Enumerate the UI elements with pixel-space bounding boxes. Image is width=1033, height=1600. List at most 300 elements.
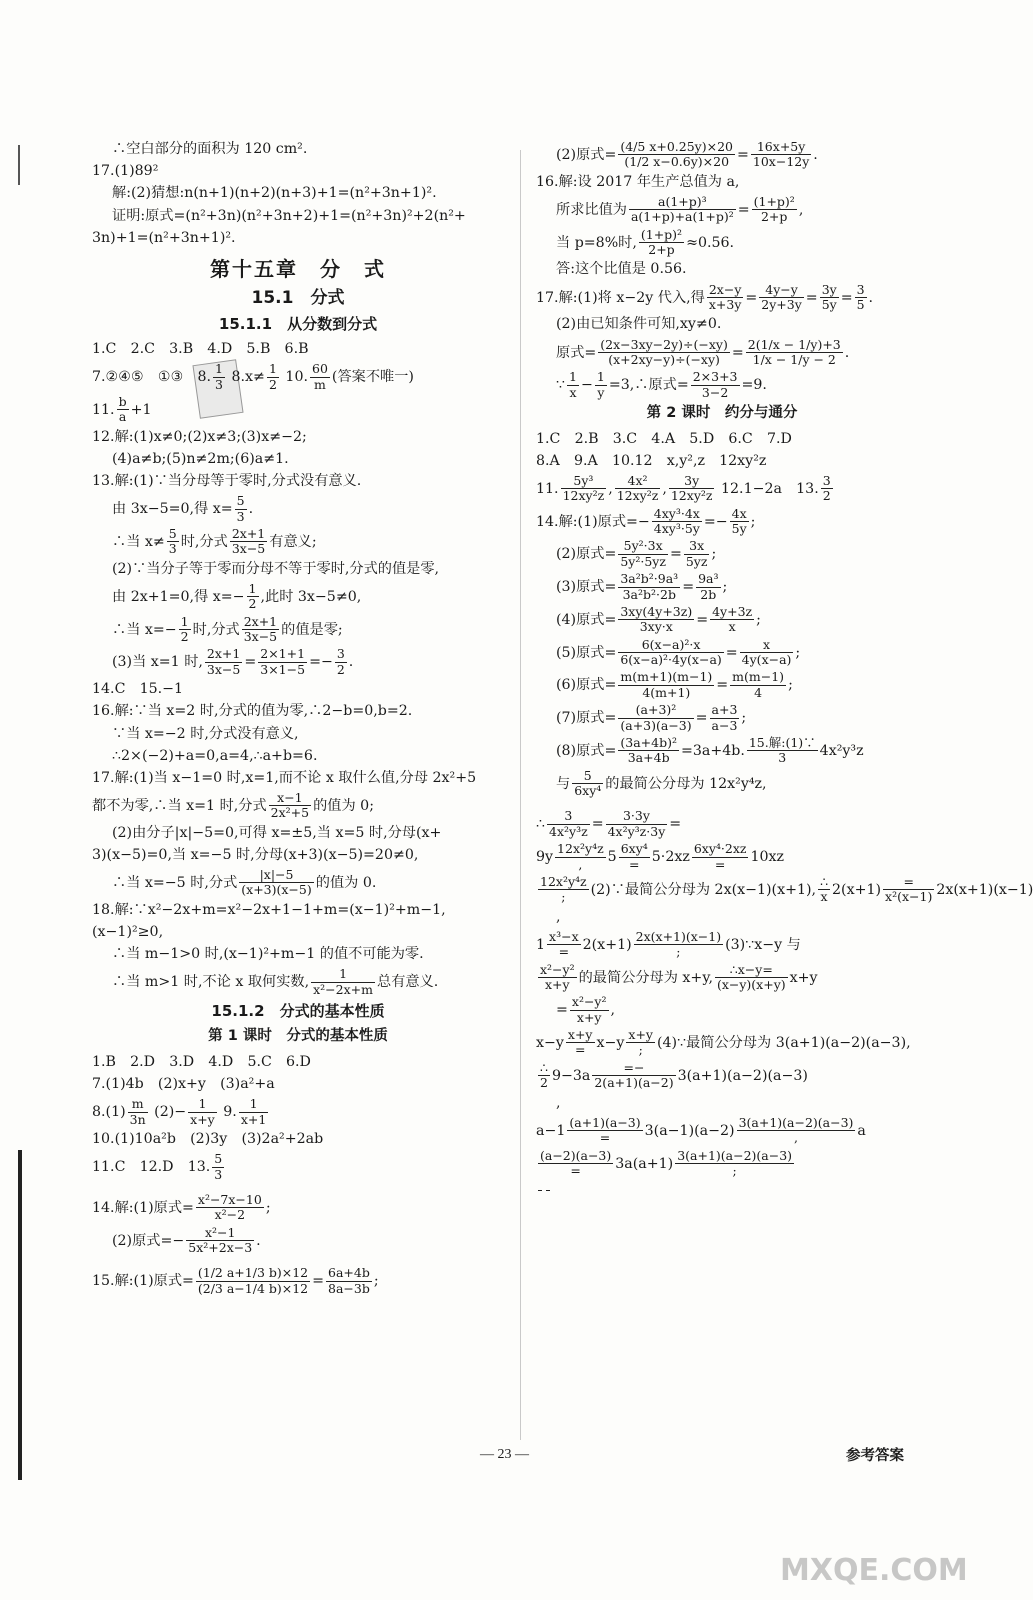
- text: (6)原式=: [556, 677, 617, 694]
- denominator: 2: [822, 488, 831, 504]
- text-line: [536, 930, 908, 960]
- right-column: [536, 139, 1033, 1203]
- fraction: [820, 283, 839, 313]
- text: (4)原式=: [556, 611, 617, 628]
- fraction: [188, 1097, 217, 1127]
- text: .: [248, 501, 254, 518]
- denominator: ,: [578, 856, 583, 872]
- denominator: 5y: [731, 521, 747, 537]
- scan-edge-mark: [18, 145, 20, 185]
- numerator: 1: [248, 580, 257, 596]
- numerator: 5: [572, 769, 603, 784]
- text-line: ∵当 x=−2 时,分式没有意义,: [112, 725, 299, 742]
- text: (2)−: [154, 1104, 187, 1121]
- fraction: [213, 362, 225, 392]
- numerator: 5: [214, 1151, 223, 1167]
- numerator: 9a³: [698, 571, 719, 587]
- text-line: [536, 1116, 908, 1146]
- fraction: [235, 494, 247, 524]
- text-line: [92, 1193, 504, 1223]
- denominator: x²(x−1): [885, 889, 933, 905]
- denominator: ;: [638, 1042, 643, 1058]
- text-line: [536, 507, 908, 537]
- denominator: 1/x − 1/y − 2: [752, 351, 836, 367]
- text: =: [591, 816, 604, 833]
- text-line: 17.(1)89²: [92, 163, 159, 180]
- text: =: [682, 579, 695, 596]
- numerator: (1+p)²: [640, 226, 683, 242]
- text: 9−3a: [551, 1067, 591, 1084]
- text: 7.②④⑤ ①③ 8.: [92, 369, 212, 386]
- text: 10.: [285, 369, 308, 386]
- text-line: 14.C 15.−1: [92, 681, 184, 698]
- text: .: [844, 344, 850, 361]
- denominator: (x+3)(x−5): [241, 882, 312, 898]
- text: 11.: [536, 480, 559, 497]
- numerator: 4x: [731, 505, 747, 521]
- fraction: [538, 1061, 550, 1091]
- text-line: 3)(x−5)=0,当 x=−5 时,分母(x+3)(x−5)=20≠0,: [92, 846, 419, 863]
- numerator: 3y: [821, 281, 837, 297]
- text-line: [536, 283, 908, 313]
- text: 的值为 0;: [313, 797, 374, 814]
- scan-edge-mark: [18, 1150, 22, 1480]
- denominator: 12xy²z: [616, 488, 659, 504]
- denominator: 2: [268, 376, 277, 392]
- text: 总有意义.: [377, 974, 439, 991]
- denominator: =: [599, 1130, 611, 1146]
- numerator: 5: [168, 525, 177, 541]
- fraction: [634, 930, 723, 960]
- numerator: 3y: [669, 474, 715, 489]
- denominator: 3: [778, 750, 787, 766]
- fraction: [555, 842, 606, 872]
- fraction: [205, 647, 242, 677]
- text: 12.1−2a 13.: [721, 480, 819, 497]
- fraction: [855, 283, 867, 313]
- text: =3a+4b.: [680, 742, 745, 759]
- denominator: 5yz: [685, 553, 708, 569]
- page-number: — 23 —: [480, 1447, 529, 1462]
- denominator: 6(x−a)²·4y(x−a): [620, 652, 722, 668]
- numerator: x³−x: [549, 928, 579, 944]
- text: a−1: [536, 1122, 566, 1139]
- denominator: (x−y)(x+y): [716, 976, 786, 992]
- text: 3(a−1)(a−2): [644, 1122, 735, 1139]
- fraction: [818, 875, 830, 905]
- text: ;: [265, 1199, 271, 1216]
- numerator: [538, 1190, 542, 1191]
- text: 9y: [536, 849, 554, 866]
- text: 3a(a+1): [615, 1155, 674, 1172]
- numerator: 16x+5y: [751, 140, 811, 155]
- denominator: 2: [540, 1075, 548, 1091]
- numerator: (1/2 a+1/3 b)×12: [197, 1265, 309, 1281]
- fraction: [626, 1028, 655, 1058]
- numerator: |x|−5: [239, 868, 313, 883]
- text-line: [92, 967, 504, 997]
- text: (4)∵最简公分母为 3(a+1)(a−2)(a−3),: [657, 1034, 911, 1051]
- fraction: [538, 963, 577, 993]
- text: ,: [610, 1002, 616, 1019]
- text: =: [731, 344, 744, 361]
- text: ;: [711, 546, 717, 563]
- text: 14.解:(1)原式=−: [536, 513, 650, 530]
- text: ;: [373, 1273, 379, 1290]
- fraction: [179, 615, 191, 645]
- text-line: 16.解:∵当 x=2 时,分式的值为零,∴2−b=0,b=2.: [92, 703, 413, 720]
- text-line: [92, 1266, 504, 1296]
- denominator: =: [558, 944, 570, 960]
- denominator: =: [570, 1162, 581, 1178]
- denominator: a(1+p)+a(1+p)²: [630, 209, 734, 225]
- text: =3,∴原式=: [608, 377, 689, 394]
- denominator: 2+p: [760, 209, 788, 225]
- denominator: (1/2 x−0.6y)×20: [624, 154, 730, 170]
- fraction: [639, 228, 684, 258]
- text: +1: [130, 401, 152, 418]
- text-line: [536, 809, 908, 839]
- numerator: x−1: [269, 791, 311, 806]
- fraction: [759, 283, 804, 313]
- text: .: [813, 146, 818, 163]
- text: 2(x+1): [582, 936, 632, 953]
- text-line: [536, 1149, 908, 1179]
- text-line: (2)∵当分子等于零而分母不等于零时,分式的值是零,: [112, 560, 440, 577]
- denominator: 3: [215, 376, 223, 392]
- text-line: [92, 1226, 504, 1256]
- text-line: [536, 703, 908, 733]
- fraction: [547, 930, 581, 960]
- fraction: [566, 1028, 595, 1058]
- denominator: x²−2x+m: [313, 981, 373, 997]
- numerator: 5: [236, 493, 245, 509]
- fraction: [196, 1266, 310, 1296]
- left-column: [92, 140, 504, 1299]
- text-line: 证明:原式=(n²+3n)(n²+3n+2)+1=(n²+3n)²+2(n²+: [112, 207, 466, 224]
- fraction: [326, 1266, 372, 1296]
- fraction: [538, 1190, 542, 1191]
- numerator: 6xy⁴: [620, 841, 648, 857]
- watermark-text: MXQE.COM: [780, 1553, 968, 1588]
- numerator: 3: [822, 472, 831, 488]
- text-line: 13.解:(1)∵当分母等于零时,分式没有意义.: [92, 473, 362, 490]
- text: =: [745, 289, 758, 306]
- fraction: [707, 283, 744, 313]
- fraction: [618, 670, 714, 700]
- text-line: 答:这个比值是 0.56.: [556, 261, 687, 278]
- numerator: 3(a+1)(a−2)(a−3): [738, 1114, 854, 1130]
- denominator: 3: [168, 541, 177, 557]
- text-line: 12.解:(1)x≠0;(2)x≠3;(3)x≠−2;: [92, 428, 307, 445]
- text: =: [695, 710, 708, 727]
- watermark-logo: [770, 1500, 990, 1590]
- denominator: 2: [180, 629, 189, 645]
- numerator: 6xy⁴·2xz: [693, 841, 747, 857]
- text: =: [556, 1002, 568, 1019]
- text-line: (2)由已知条件可知,xy≠0.: [556, 316, 722, 333]
- text: ,: [608, 480, 613, 497]
- text-line: 17.解:(1)当 x−1=0 时,x=1,而不论 x 取什么值,分母 2x²+5: [92, 769, 477, 786]
- text-line: 18.解:∵x²−2x+m=x²−2x+1−1+m=(x−1)²+m−1,: [92, 901, 446, 918]
- text: (2)原式=: [556, 146, 617, 163]
- denominator: 8a−3b: [328, 1280, 370, 1296]
- fraction: [186, 1226, 254, 1256]
- text-line: [92, 582, 504, 612]
- text-line: ∴当 m−1>0 时,(x−1)²+m−1 的值不可能为零.: [112, 946, 424, 963]
- fraction: [752, 195, 797, 225]
- denominator: y: [597, 384, 605, 400]
- text: (2)∵最简公分母为 2x(x−1)(x+1),: [590, 881, 817, 898]
- numerator: x+y: [628, 1027, 653, 1043]
- section-title: 15.1 分式: [251, 287, 345, 308]
- fraction: [710, 703, 740, 733]
- fraction: [696, 572, 720, 602]
- fraction: [196, 1193, 264, 1223]
- fraction: [538, 1149, 613, 1179]
- text-line: [536, 1181, 908, 1200]
- footer-title: 参考答案: [846, 1448, 904, 1464]
- numerator: =: [883, 875, 934, 890]
- text: =: [669, 816, 682, 833]
- numerator: 12x²y⁴z: [540, 873, 587, 889]
- text: 时,分式: [180, 533, 228, 550]
- denominator: 2(a+1)(a−2): [594, 1075, 674, 1091]
- denominator: a−3: [711, 717, 738, 733]
- fraction: [606, 809, 668, 839]
- denominator: x: [820, 889, 828, 905]
- text: 1: [536, 936, 546, 953]
- denominator: 4xy³·5y: [653, 521, 700, 537]
- text: =: [244, 654, 257, 671]
- text: =: [716, 677, 729, 694]
- text: .: [868, 289, 874, 306]
- subsection-title: 15.1.1 从分数到分式: [218, 314, 378, 333]
- text: 2x(x+1)(x−1): [936, 881, 1033, 898]
- text: 都不为零,∴当 x=1 时,分式: [92, 797, 267, 814]
- denominator: 3: [236, 508, 245, 524]
- numerator: 1: [596, 369, 605, 385]
- fraction: [692, 842, 749, 872]
- numerator: 3·3y: [606, 809, 668, 824]
- text: x−y: [536, 1034, 564, 1051]
- fraction: [618, 539, 668, 569]
- denominator: 5x²+2x−3: [188, 1240, 253, 1256]
- text-line: [92, 362, 504, 392]
- text-line: (4)a≠b;(5)n≠2m;(6)a≠1.: [112, 450, 289, 467]
- numerator: 6a+4b: [328, 1265, 370, 1281]
- numerator: 1: [569, 369, 577, 385]
- denominator: 3n: [129, 1111, 146, 1127]
- denominator: 3−2: [701, 384, 729, 400]
- numerator: (a+3)²: [618, 703, 693, 718]
- denominator: 4y(x−a): [741, 652, 792, 668]
- text: =: [669, 546, 682, 563]
- numerator: a(1+p)³: [629, 195, 736, 210]
- text: 所求比值为: [556, 201, 627, 218]
- text-line: 3n)+1=(n²+3n+1)².: [92, 229, 236, 246]
- denominator: a: [118, 409, 127, 425]
- text: 2(x+1): [832, 881, 882, 898]
- text: =: [840, 289, 853, 306]
- text: (答案不唯一): [331, 369, 414, 386]
- text-line: 1.C 2.B 3.C 4.A 5.D 6.C 7.D: [536, 430, 792, 447]
- denominator: m: [314, 376, 326, 392]
- numerator: a+3: [711, 702, 738, 718]
- text: (3)∵x−y 与: [725, 936, 801, 953]
- numerator: 5y³: [561, 474, 607, 489]
- text-line: [92, 1152, 504, 1182]
- fraction: [117, 395, 129, 425]
- numerator: b: [118, 393, 127, 409]
- fraction: [629, 195, 736, 225]
- text: =: [696, 611, 709, 628]
- numerator: 1: [239, 1097, 268, 1112]
- denominator: =: [574, 1042, 586, 1058]
- text: 的值为 0.: [315, 874, 377, 891]
- text: ;: [722, 579, 728, 596]
- fraction: [538, 875, 589, 905]
- numerator: ∴x−y=: [715, 963, 788, 978]
- fraction: [883, 875, 934, 905]
- text: 原式=: [556, 344, 597, 361]
- text: 当 p=8%时,: [556, 234, 637, 251]
- numerator: x+y: [567, 1027, 593, 1043]
- fraction: [684, 539, 710, 569]
- numerator: m(m−1): [732, 669, 785, 685]
- text-line: [92, 868, 504, 898]
- numerator: 1: [268, 361, 277, 377]
- fraction: [572, 769, 603, 799]
- text: ,: [662, 480, 667, 497]
- fraction: [737, 1116, 856, 1146]
- text-line: (2)由分子|x|−5=0,可得 x=±5,当 x=5 时,分母(x+: [112, 824, 442, 841]
- denominator: =: [629, 856, 640, 872]
- text: ∴当 x=−: [112, 621, 177, 638]
- fraction: [669, 474, 715, 504]
- text: 11.C 12.D 13.: [92, 1159, 211, 1176]
- text-line: 解:(2)猜想:n(n+1)(n+2)(n+3)+1=(n²+3n+1)².: [112, 185, 437, 202]
- fraction: [821, 474, 833, 504]
- text-line: [536, 228, 908, 258]
- text: =9.: [741, 377, 767, 394]
- text-line: [536, 370, 908, 400]
- numerator: 3x: [684, 539, 710, 554]
- denominator: 4(m+1): [642, 684, 691, 700]
- text-line: [92, 494, 504, 524]
- denominator: (a+3)(a−3): [620, 717, 692, 733]
- denominator: 2y+3y: [761, 296, 802, 312]
- fraction: [239, 868, 313, 898]
- text-line: ∴空白部分的面积为 120 cm².: [112, 141, 308, 157]
- numerator: ∴: [540, 1059, 548, 1075]
- text-line: [536, 963, 908, 993]
- text: 5·2xz: [651, 849, 690, 866]
- numerator: 3(a+1)(a−2)(a−3): [677, 1147, 793, 1163]
- denominator: 12xy²z: [670, 488, 713, 504]
- numerator: x²−y²: [571, 994, 607, 1010]
- text-line: [536, 572, 908, 602]
- text-line: [92, 791, 504, 821]
- text-line: 7.(1)4b (2)x+y (3)a²+a: [92, 1076, 275, 1093]
- fraction: [740, 638, 794, 668]
- fraction: [230, 527, 267, 557]
- numerator: 4y−y: [759, 283, 804, 298]
- text-line: 8.A 9.A 10.12 x,y²,z 12xy²z: [536, 452, 767, 469]
- numerator: (a−2)(a−3): [540, 1147, 612, 1163]
- numerator: 2×3+3: [692, 369, 738, 385]
- numerator: 4y+3z: [712, 603, 753, 619]
- text: ∴当 x≠: [112, 533, 165, 550]
- text: 14.解:(1)原式=: [92, 1199, 194, 1216]
- fraction: [652, 507, 702, 537]
- numerator: (4/5 x+0.25y)×20: [620, 139, 733, 154]
- denominator: 4x²y³z·3y: [607, 823, 666, 839]
- denominator: x+1: [240, 1111, 267, 1127]
- denominator: 2: [336, 661, 345, 677]
- text-line: [536, 140, 908, 170]
- numerator: ∴: [820, 873, 829, 889]
- text: 的最简公分母为 12x²y⁴z,: [605, 775, 767, 792]
- denominator: 3x−5: [231, 541, 266, 557]
- fraction: [619, 842, 650, 872]
- text: =: [805, 289, 818, 306]
- text-line: ,: [556, 908, 561, 925]
- denominator: x+3y: [708, 296, 742, 312]
- numerator: 2x(x+1)(x−1): [635, 928, 722, 944]
- denominator: ;: [561, 889, 566, 905]
- numerator: m: [128, 1097, 148, 1112]
- fraction: [618, 605, 694, 635]
- fraction: [751, 140, 811, 170]
- text-line: [536, 474, 908, 504]
- text: 15.解:(1)原式=: [92, 1273, 194, 1290]
- fraction: [595, 370, 607, 400]
- numerator: 2(1/x − 1/y)+3: [747, 336, 841, 352]
- numerator: x: [740, 638, 794, 653]
- fraction: [546, 1190, 550, 1191]
- fraction: [715, 963, 788, 993]
- numerator: x²−7x−10: [197, 1191, 262, 1207]
- numerator: 2×1+1: [260, 646, 306, 662]
- text: ;: [756, 611, 761, 628]
- denominator: 3x−5: [206, 661, 241, 677]
- fraction: [547, 809, 590, 839]
- numerator: 12x²y⁴z: [557, 841, 604, 857]
- numerator: 4x²: [615, 474, 661, 489]
- fraction: [242, 615, 279, 645]
- fraction: [747, 736, 818, 766]
- numerator: 3: [547, 809, 590, 824]
- denominator: x: [569, 384, 577, 400]
- text: .: [256, 1232, 261, 1249]
- denominator: ;: [676, 944, 681, 960]
- fraction: [561, 474, 607, 504]
- text-line: [92, 527, 504, 557]
- fraction: [730, 670, 786, 700]
- text: 8.x≠: [231, 369, 265, 386]
- denominator: x: [728, 619, 736, 635]
- text: 与: [556, 775, 571, 792]
- fraction: [710, 605, 754, 635]
- text: 时,分式: [192, 621, 240, 638]
- text: =−: [309, 654, 333, 671]
- fraction: [310, 362, 330, 392]
- numerator: =−: [592, 1061, 675, 1076]
- text: ;: [788, 677, 793, 694]
- text: 的最简公分母为 x+y,: [578, 969, 713, 986]
- text: 10xz: [750, 849, 784, 866]
